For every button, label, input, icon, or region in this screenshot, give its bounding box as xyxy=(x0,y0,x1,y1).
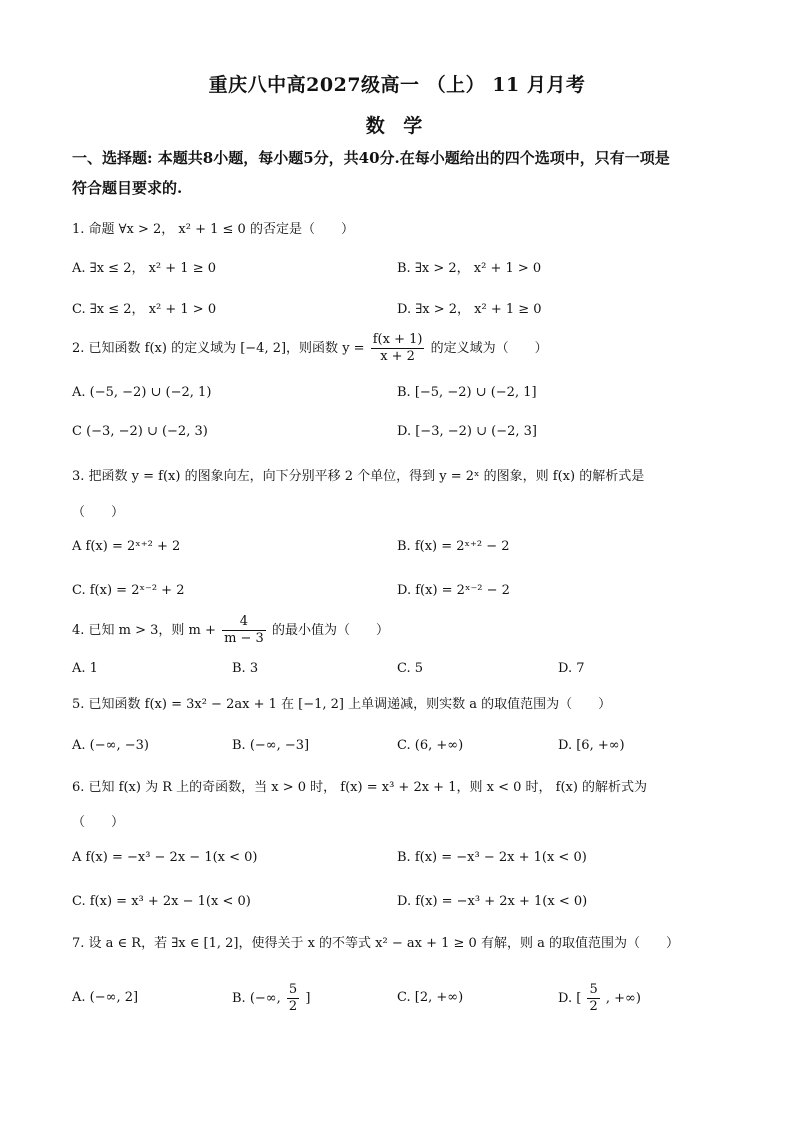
exam-title: 重庆八中高2027级高一 （上） 11 月月考 xyxy=(208,74,586,96)
question-2-option-a[interactable]: A. (−5, −2) ∪ (−2, 1) xyxy=(72,385,212,400)
question-6-option-c[interactable]: C. f(x) = x³ + 2x − 1(x < 0) xyxy=(72,894,251,909)
question-7-option-b-post: ] xyxy=(305,991,311,1006)
section-instruction-line2: 符合题目要求的. xyxy=(72,179,183,197)
question-7-option-d-denominator: 2 xyxy=(589,999,598,1014)
question-4-stem-pre: 4. 已知 m > 3，则 m + xyxy=(72,623,216,638)
question-3-options-row1 xyxy=(72,535,732,559)
question-4-fraction xyxy=(222,614,266,647)
question-7-option-d-pre: [ xyxy=(576,991,582,1006)
question-6-options-row2 xyxy=(72,890,732,914)
question-1-option-c[interactable]: C. ∃x ≤ 2， x² + 1 > 0 xyxy=(72,302,217,317)
question-2-fraction-denominator: x + 2 xyxy=(380,349,415,364)
question-6-options-row1 xyxy=(72,846,732,870)
question-6-option-a[interactable]: A f(x) = −x³ − 2x − 1(x < 0) xyxy=(72,850,258,865)
question-5-option-c[interactable]: C. (6, +∞) xyxy=(397,738,464,753)
question-4-fraction-denominator: m − 3 xyxy=(224,631,264,646)
question-6-option-d[interactable]: D. f(x) = −x³ + 2x + 1(x < 0) xyxy=(397,894,588,909)
question-4-fraction-numerator: 4 xyxy=(222,614,266,631)
question-3-option-d[interactable]: D. f(x) = 2ˣ⁻² − 2 xyxy=(397,583,510,598)
question-7-stem: 7. 设 a ∈ R，若 ∃x ∈ [1, 2]，使得关于 x 的不等式 x² − ax + 1 ≥ 0 有解，则 a 的取值范围为（ ） xyxy=(72,936,679,951)
question-2-fraction xyxy=(371,332,425,365)
question-4-option-a[interactable]: A. 1 xyxy=(72,661,98,676)
question-2-stem-pre: 2. 已知函数 f(x) 的定义域为 [−4, 2]，则函数 y = xyxy=(72,341,365,356)
question-1-option-d[interactable]: D. ∃x > 2， x² + 1 ≥ 0 xyxy=(397,302,542,317)
subject-title: 数 学 xyxy=(365,115,429,137)
question-7-options-row xyxy=(72,982,732,1022)
question-7-option-d[interactable] xyxy=(558,982,641,1015)
question-7-option-c[interactable]: C. [2, +∞) xyxy=(397,990,464,1005)
question-7-option-b-numerator: 5 xyxy=(288,982,298,997)
question-7-option-d-label: D. xyxy=(558,991,573,1006)
question-4-option-b[interactable]: B. 3 xyxy=(232,661,259,676)
question-7-option-b[interactable] xyxy=(232,982,310,1015)
question-7-option-a[interactable]: A. (−∞, 2] xyxy=(72,990,139,1005)
question-3-option-c[interactable]: C. f(x) = 2ˣ⁻² + 2 xyxy=(72,583,185,598)
question-7-option-b-fraction xyxy=(287,982,299,1015)
question-2-options-row1 xyxy=(72,381,732,405)
question-2-options-row2 xyxy=(72,420,732,444)
question-3-stem: 3. 把函数 y = f(x) 的图象向左，向下分别平移 2 个单位，得到 y = 2ˣ 的图象，则 f(x) 的解析式是 xyxy=(72,469,645,484)
question-4-option-c[interactable]: C. 5 xyxy=(397,661,424,676)
question-4-stem-post: 的最小值为（ ） xyxy=(271,623,389,638)
question-1-option-a[interactable]: A. ∃x ≤ 2， x² + 1 ≥ 0 xyxy=(72,261,216,276)
question-7-option-d-fraction xyxy=(587,982,599,1015)
question-5-option-b[interactable]: B. (−∞, −3] xyxy=(232,738,310,753)
question-4-stem xyxy=(72,614,732,647)
question-6-stem: 6. 已知 f(x) 为 R 上的奇函数，当 x > 0 时， f(x) = x³ + 2x + 1，则 x < 0 时， f(x) 的解析式为 xyxy=(72,780,648,795)
question-3-option-a[interactable]: A f(x) = 2ˣ⁺² + 2 xyxy=(72,539,181,554)
question-5-options-row xyxy=(72,734,732,758)
question-2-stem xyxy=(72,332,732,365)
question-7-option-b-denominator: 2 xyxy=(288,999,298,1014)
question-6-stem-line2: （ ） xyxy=(72,815,125,830)
question-1-option-b[interactable]: B. ∃x > 2， x² + 1 > 0 xyxy=(397,261,542,276)
question-2-stem-post: 的定义域为（ ） xyxy=(430,341,548,356)
question-2-fraction-numerator: f(x + 1) xyxy=(372,332,423,347)
question-1-options-row2 xyxy=(72,298,732,322)
question-6-option-b[interactable]: B. f(x) = −x³ − 2x + 1(x < 0) xyxy=(397,850,587,865)
question-5-stem: 5. 已知函数 f(x) = 3x² − 2ax + 1 在 [−1, 2] 上单调递减，则实数 a 的取值范围为（ ） xyxy=(72,697,612,712)
question-5-option-a[interactable]: A. (−∞, −3) xyxy=(72,738,149,753)
question-7-option-d-numerator: 5 xyxy=(589,982,598,997)
question-1-options-row1 xyxy=(72,257,732,281)
question-1-stem: 1. 命题 ∀x > 2， x² + 1 ≤ 0 的否定是（ ） xyxy=(72,222,354,237)
question-7-option-d-post: , +∞) xyxy=(605,991,641,1006)
question-2-option-b[interactable]: B. [−5, −2) ∪ (−2, 1] xyxy=(397,385,537,400)
question-4-options-row xyxy=(72,657,732,681)
question-2-option-c[interactable]: C (−3, −2) ∪ (−2, 3) xyxy=(72,424,208,439)
question-3-options-row2 xyxy=(72,579,732,603)
question-2-option-d[interactable]: D. [−3, −2) ∪ (−2, 3] xyxy=(397,424,537,439)
question-3-option-b[interactable]: B. f(x) = 2ˣ⁺² − 2 xyxy=(397,539,510,554)
question-4-option-d[interactable]: D. 7 xyxy=(558,661,585,676)
section-instruction-line1: 一、选择题: 本题共8小题，每小题5分，共40分.在每小题给出的四个选项中，只有一项是 xyxy=(72,149,670,167)
question-7-option-b-label: B. xyxy=(232,991,246,1006)
question-5-option-d[interactable]: D. [6, +∞) xyxy=(558,738,625,753)
question-3-stem-line2: （ ） xyxy=(72,505,125,520)
question-7-option-b-pre: (−∞, xyxy=(249,991,281,1006)
